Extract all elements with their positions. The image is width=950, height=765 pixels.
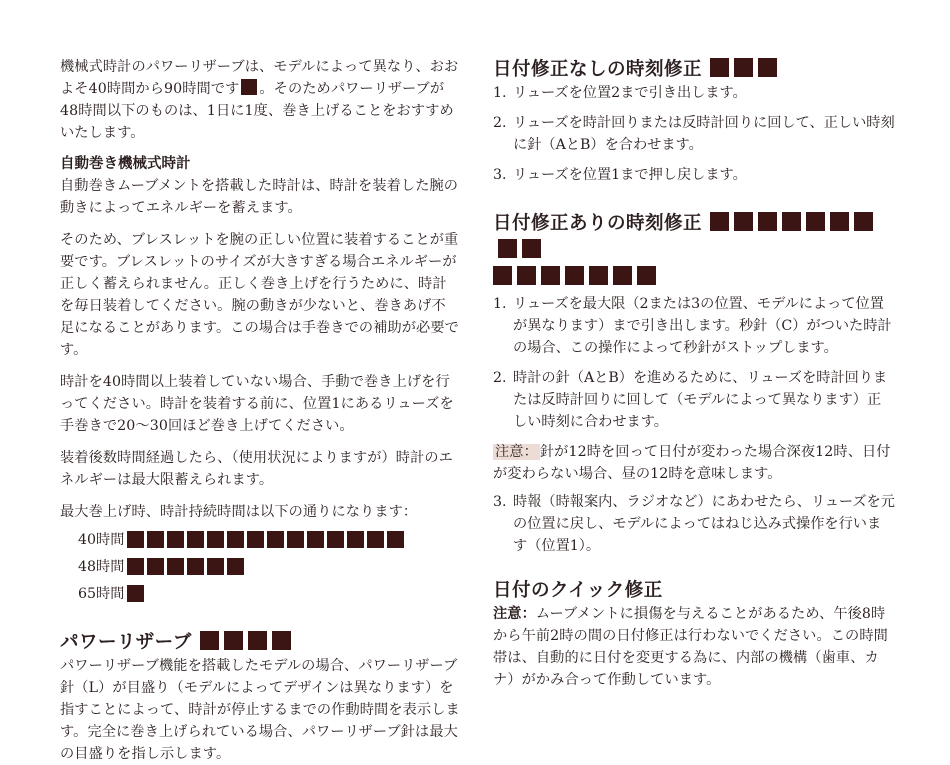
- auto-paragraph-2: そのため、ブレスレットを腕の正しい位置に装着することが重要です。ブレスレットのサイズが大きすぎる場合エネルギーが正しく蓄えられません。正しく巻き上げを行うために、時計を毎日装着してください。腕の動きが少ないと、巻きあげ不足になることがあります。この場合は手巻きでの補助が必要です。: [60, 232, 459, 358]
- square-marker: [207, 531, 224, 548]
- duration-row: [78, 553, 460, 580]
- square-marker: [127, 585, 144, 602]
- square-marker: [147, 531, 164, 548]
- date-steps-list-continued: [493, 491, 895, 557]
- step-text: 時報（時報案内、ラジオなど）にあわせたら、リューズを元の位置に戻し、モデルによってはねじ込み式操作を行います（位置1）。: [513, 494, 895, 554]
- auto-paragraph-4: 装着後数時間経過したら、（使用状況によりますが）時計のエネルギーは最大限蓄えられます。: [60, 450, 453, 488]
- note-2: [493, 603, 895, 691]
- date-steps-list: [493, 293, 895, 433]
- square-marker: [758, 212, 777, 231]
- step-text: リューズを最大限（2または3の位置、モデルによって位置が異なります）まで引き出します。秒針（C）がついた時計の場合、この操作によって秒針がストップします。: [513, 296, 892, 356]
- step-text: リューズを位置1まで押し戻します。: [513, 167, 747, 183]
- max-wind-intro: 最大巻上げ時、時計持続時間は以下の通りになります：: [60, 504, 418, 520]
- step-number: 1.: [493, 85, 507, 101]
- square-marker: [854, 212, 873, 231]
- intro-paragraph: [60, 56, 460, 144]
- square-marker: [287, 531, 304, 548]
- step-number: 3.: [493, 167, 507, 183]
- quick-date-heading: 日付のクイック修正: [493, 580, 663, 601]
- square-marker: [241, 79, 257, 95]
- duration-row: [78, 526, 460, 553]
- square-marker: [127, 558, 144, 575]
- power-reserve-heading: [60, 631, 460, 655]
- square-marker: [387, 531, 404, 548]
- auto-winding-heading: 自動巻き機械式時計: [60, 156, 191, 172]
- square-marker: [272, 631, 291, 650]
- square-marker: [493, 266, 512, 285]
- square-marker: [127, 531, 144, 548]
- square-marker: [806, 212, 825, 231]
- nodate-steps-list: [493, 82, 895, 186]
- note-2-text: ムーブメントに損傷を与えることがあるため、午後8時から午前2時の間の日付修正は行わないでください。この時間帯は、自動的に日付を変更する為に、内部の機構（歯車、カナ）がかみ合って作動しています。: [493, 606, 888, 688]
- intro-text-tail: 。そのためパワーリザーブが48時間以下のものは、1日に1度、巻き上げることをおすすめいたします。: [60, 81, 454, 141]
- note-2-label: 注意：: [493, 606, 536, 622]
- nodate-heading: [493, 58, 895, 82]
- square-marker: [758, 58, 777, 77]
- square-marker: [830, 212, 849, 231]
- step-item: [493, 293, 895, 359]
- square-marker: [267, 531, 284, 548]
- duration-label: 48時間: [78, 558, 125, 575]
- square-marker: [224, 631, 243, 650]
- step-item: [493, 367, 895, 433]
- step-text: 時計の針（AとB）を進めるために、リューズを時計回りまたは反時計回りに回して（モデルによって異なります）正しい時刻に合わせます。: [513, 370, 888, 430]
- step-number: 3.: [493, 494, 507, 510]
- square-marker: [187, 531, 204, 548]
- step-number: 2.: [493, 370, 507, 386]
- note-1: [493, 441, 895, 485]
- square-marker: [187, 558, 204, 575]
- square-marker: [307, 531, 324, 548]
- auto-paragraph-1: 自動巻きムーブメントを搭載した時計は、時計を装着した腕の動きによってエネルギーを蓄えます。: [60, 178, 459, 216]
- duration-list: [60, 526, 460, 607]
- note-1-text: 針が12時を回って日付が変わった場合深夜12時、日付が変わらない場合、昼の12時を意味します。: [493, 444, 891, 482]
- square-marker: [207, 558, 224, 575]
- nodate-heading-text: 日付修正なしの時刻修正: [493, 59, 703, 80]
- square-marker: [227, 558, 244, 575]
- square-marker: [589, 266, 608, 285]
- square-marker: [327, 531, 344, 548]
- square-marker: [734, 58, 753, 77]
- square-marker: [710, 58, 729, 77]
- square-marker: [147, 558, 164, 575]
- square-marker: [167, 531, 184, 548]
- square-marker: [734, 212, 753, 231]
- square-marker: [347, 531, 364, 548]
- step-item: [493, 491, 895, 557]
- square-marker: [498, 239, 517, 258]
- square-marker: [167, 558, 184, 575]
- power-reserve-text: パワーリザーブ機能を搭載したモデルの場合、パワーリザーブ針（L）が目盛り（モデルによってデザインは異なります）を指すことによって、時計が停止するまでの作動時間を表示します。完全に巻き上げられている場合、パワーリザーブ針は最大の目盛りを指し示します。: [60, 658, 460, 762]
- step-item: [493, 112, 895, 156]
- square-marker: [367, 531, 384, 548]
- step-item: [493, 164, 895, 186]
- step-number: 1.: [493, 296, 507, 312]
- step-text: リューズを時計回りまたは反時計回りに回して、正しい時刻に針（AとB）を合わせます。: [513, 115, 895, 153]
- step-text: リューズを位置2まで引き出します。: [513, 85, 747, 101]
- step-number: 2.: [493, 115, 507, 131]
- square-marker: [613, 266, 632, 285]
- date-heading-text: 日付修正ありの時刻修正: [493, 213, 703, 234]
- square-marker: [522, 239, 541, 258]
- square-marker: [710, 212, 729, 231]
- date-heading: [493, 210, 895, 291]
- square-marker: [565, 266, 584, 285]
- duration-label: 65時間: [78, 585, 125, 602]
- square-marker: [248, 631, 267, 650]
- square-marker: [200, 631, 219, 650]
- square-marker: [782, 212, 801, 231]
- square-marker: [637, 266, 656, 285]
- left-column: [60, 0, 460, 765]
- intro-text: 機械式時計のパワーリザーブは、モデルによって異なり、おおよそ40時間から90時間です: [60, 59, 459, 97]
- note-1-label: 注意：: [495, 444, 538, 460]
- duration-label: 40時間: [78, 531, 125, 548]
- auto-paragraph-3: 時計を40時間以上装着していない場合、手動で巻き上げを行ってください。時計を装着する前に、位置1にあるリューズを手巻きで20〜30回ほど巻き上げてください。: [60, 374, 454, 434]
- square-marker: [227, 531, 244, 548]
- square-marker: [517, 266, 536, 285]
- step-item: [493, 82, 895, 104]
- square-marker: [247, 531, 264, 548]
- right-column: [493, 0, 895, 691]
- duration-row: [78, 580, 460, 607]
- power-reserve-heading-text: パワーリザーブ: [60, 632, 192, 653]
- square-marker: [541, 266, 560, 285]
